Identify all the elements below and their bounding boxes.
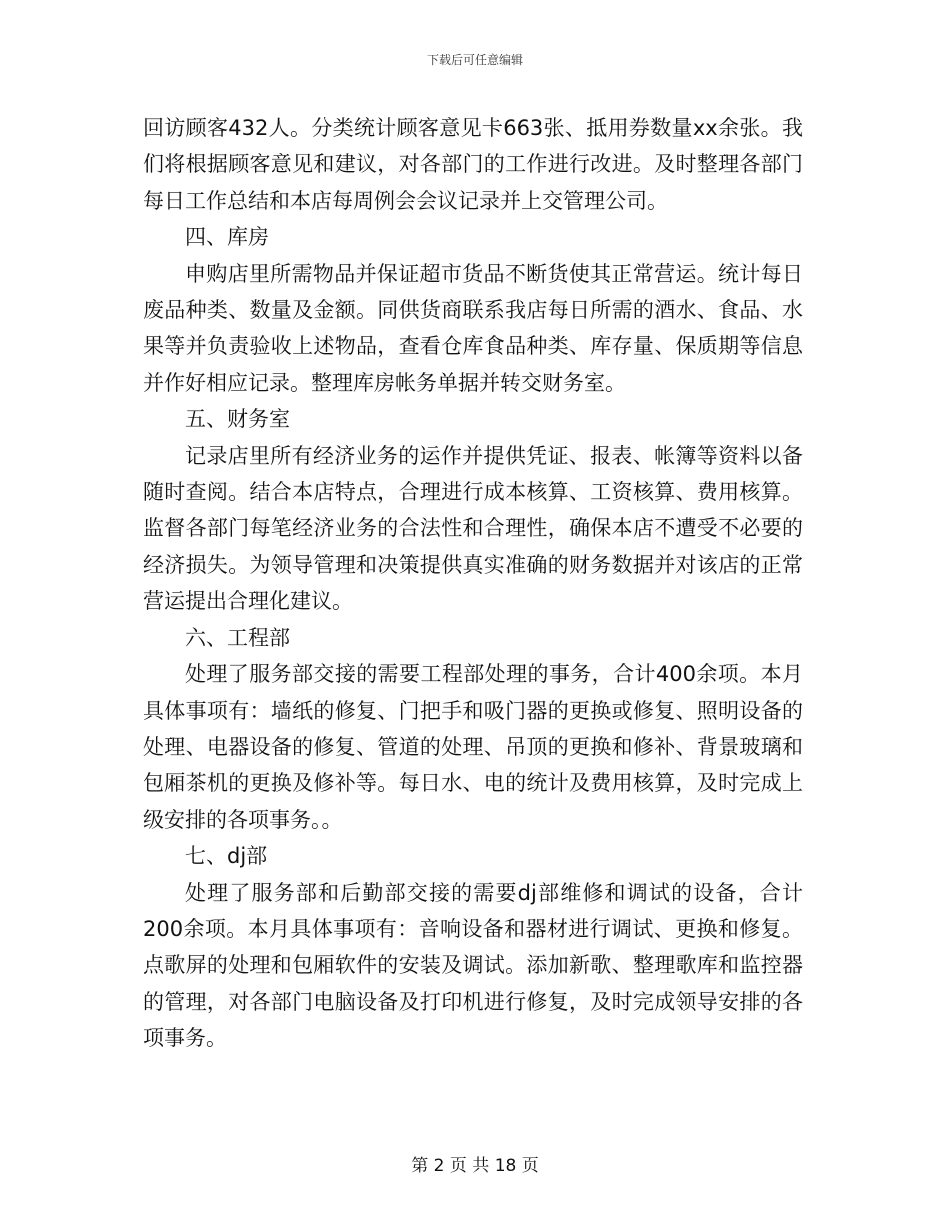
paragraph-finance: 记录店里所有经济业务的运作并提供凭证、报表、帐簿等资料以备随时查阅。结合本店特点，合理进行成本核算、工资核算、费用核算。监督各部门每笔经济业务的合法性和合理性，确保本店不遭受不必要的经济损失。为领导管理和决策提供真实准确的财务数据并对该店的正常营运提出合理化建议。 bbox=[143, 443, 803, 614]
document-body bbox=[143, 110, 803, 1057]
paragraph-dj: 处理了服务部和后勤部交接的需要dj部维修和调试的设备，合计200余项。本月具体事项有：音响设备和器材进行调试、更换和修复。点歌屏的处理和包厢软件的安装及调试。添加新歌、整理歌库和监控器的管理，对各部门电脑设备及打印机进行修复，及时完成领导安排的各项事务。 bbox=[143, 880, 803, 1051]
section-heading-engineering: 六、工程部 bbox=[185, 625, 290, 650]
paragraph-warehouse: 申购店里所需物品并保证超市货品不断货使其正常营运。统计每日废品种类、数量及金额。同供货商联系我店每日所需的酒水、食品、水果等并负责验收上述物品，查看仓库食品种类、库存量、保质期等信息并作好相应记录。整理库房帐务单据并转交财务室。 bbox=[143, 261, 803, 395]
paragraph-engineering: 处理了服务部交接的需要工程部处理的事务，合计400余项。本月具体事项有：墙纸的修复、门把手和吸门器的更换或修复、照明设备的处理、电器设备的修复、管道的处理、吊顶的更换和修补、背景玻璃和包厢茶机的更换及修补等。每日水、电的统计及费用核算，及时完成上级安排的各项事务。。 bbox=[143, 662, 803, 832]
section-heading-finance: 五、财务室 bbox=[185, 407, 290, 432]
page-header-note: 下载后可任意编辑 bbox=[426, 53, 523, 67]
section-heading-dj: 七、dj部 bbox=[185, 844, 268, 869]
page-number-footer: 第 2 页 共 18 页 bbox=[411, 1156, 539, 1176]
paragraph-continued: 回访顾客432人。分类统计顾客意见卡663张、抵用券数量xx余张。我们将根据顾客意见和建议，对各部门的工作进行改进。及时整理各部门每日工作总结和本店每周例会会议记录并上交管理公司。 bbox=[143, 116, 803, 213]
section-heading-warehouse: 四、库房 bbox=[185, 225, 269, 250]
